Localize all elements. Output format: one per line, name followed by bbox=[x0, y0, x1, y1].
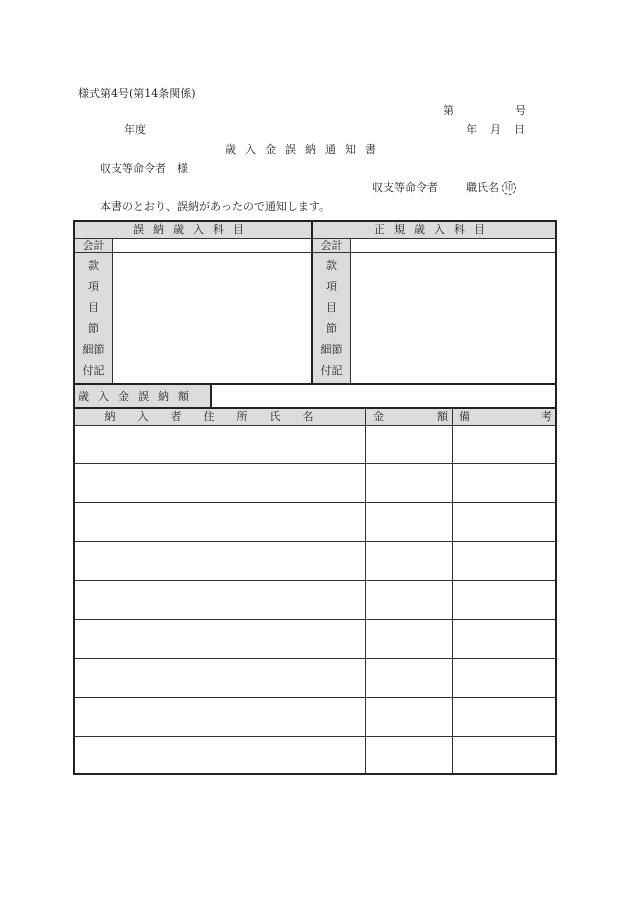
sender-name-label bbox=[466, 181, 516, 195]
doc-no-prefix: 第 bbox=[443, 104, 454, 117]
right-account-label: 会計 bbox=[320, 239, 343, 252]
divider bbox=[112, 238, 113, 383]
date-day: 日 bbox=[514, 123, 525, 136]
subject-label: 付記 bbox=[320, 364, 343, 377]
subject-label: 項 bbox=[326, 280, 337, 293]
subject-label: 細節 bbox=[82, 343, 105, 356]
row-divider bbox=[75, 697, 555, 698]
right-header: 正規歳入科目 bbox=[374, 223, 494, 236]
row-divider bbox=[75, 736, 555, 737]
divider bbox=[75, 252, 555, 253]
sender-role: 収支等命令者 bbox=[372, 181, 438, 194]
payer-header: 納入者住所氏名 bbox=[104, 410, 336, 423]
remarks-header-2: 考 bbox=[541, 410, 552, 423]
row-divider bbox=[75, 541, 555, 542]
date-month: 月 bbox=[490, 123, 501, 136]
subject-label: 節 bbox=[326, 322, 337, 335]
amount-label: 歳入金誤納額 bbox=[78, 390, 198, 403]
doc-no-suffix: 号 bbox=[515, 104, 526, 117]
amount-header-2: 額 bbox=[437, 410, 448, 423]
row-divider bbox=[75, 580, 555, 581]
date-year: 年 bbox=[466, 123, 477, 136]
left-subject-labels bbox=[75, 255, 112, 381]
subject-label: 付記 bbox=[82, 364, 105, 377]
subject-label: 細節 bbox=[320, 343, 343, 356]
amount-header-1: 金 bbox=[373, 410, 384, 423]
left-header: 誤納歳入科目 bbox=[133, 223, 253, 236]
subject-label: 款 bbox=[326, 259, 337, 272]
row-divider bbox=[75, 502, 555, 503]
subject-label: 款 bbox=[88, 259, 99, 272]
document-title: 歳入金誤納通知書 bbox=[225, 143, 385, 156]
divider bbox=[350, 238, 351, 383]
subject-label: 目 bbox=[88, 301, 99, 314]
subject-label: 項 bbox=[88, 280, 99, 293]
remarks-header-1: 備 bbox=[459, 410, 470, 423]
form-number: 様式第4号(第14条関係) bbox=[78, 87, 196, 100]
subject-label: 目 bbox=[326, 301, 337, 314]
row-divider bbox=[75, 658, 555, 659]
name-label: 職氏名 bbox=[466, 181, 499, 194]
divider bbox=[75, 425, 555, 426]
amount-divider bbox=[210, 383, 212, 409]
row-divider bbox=[75, 619, 555, 620]
seal-mark: 印 bbox=[502, 181, 516, 195]
error-payment-form bbox=[73, 220, 557, 775]
recipient: 収支等命令者 様 bbox=[100, 162, 188, 175]
right-subject-labels bbox=[313, 255, 350, 381]
subject-label: 節 bbox=[88, 322, 99, 335]
fiscal-year-label: 年度 bbox=[124, 123, 146, 136]
row-divider bbox=[75, 463, 555, 464]
left-account-label: 会計 bbox=[82, 239, 105, 252]
intro-text: 本書のとおり、誤納があったので通知します。 bbox=[100, 200, 331, 213]
